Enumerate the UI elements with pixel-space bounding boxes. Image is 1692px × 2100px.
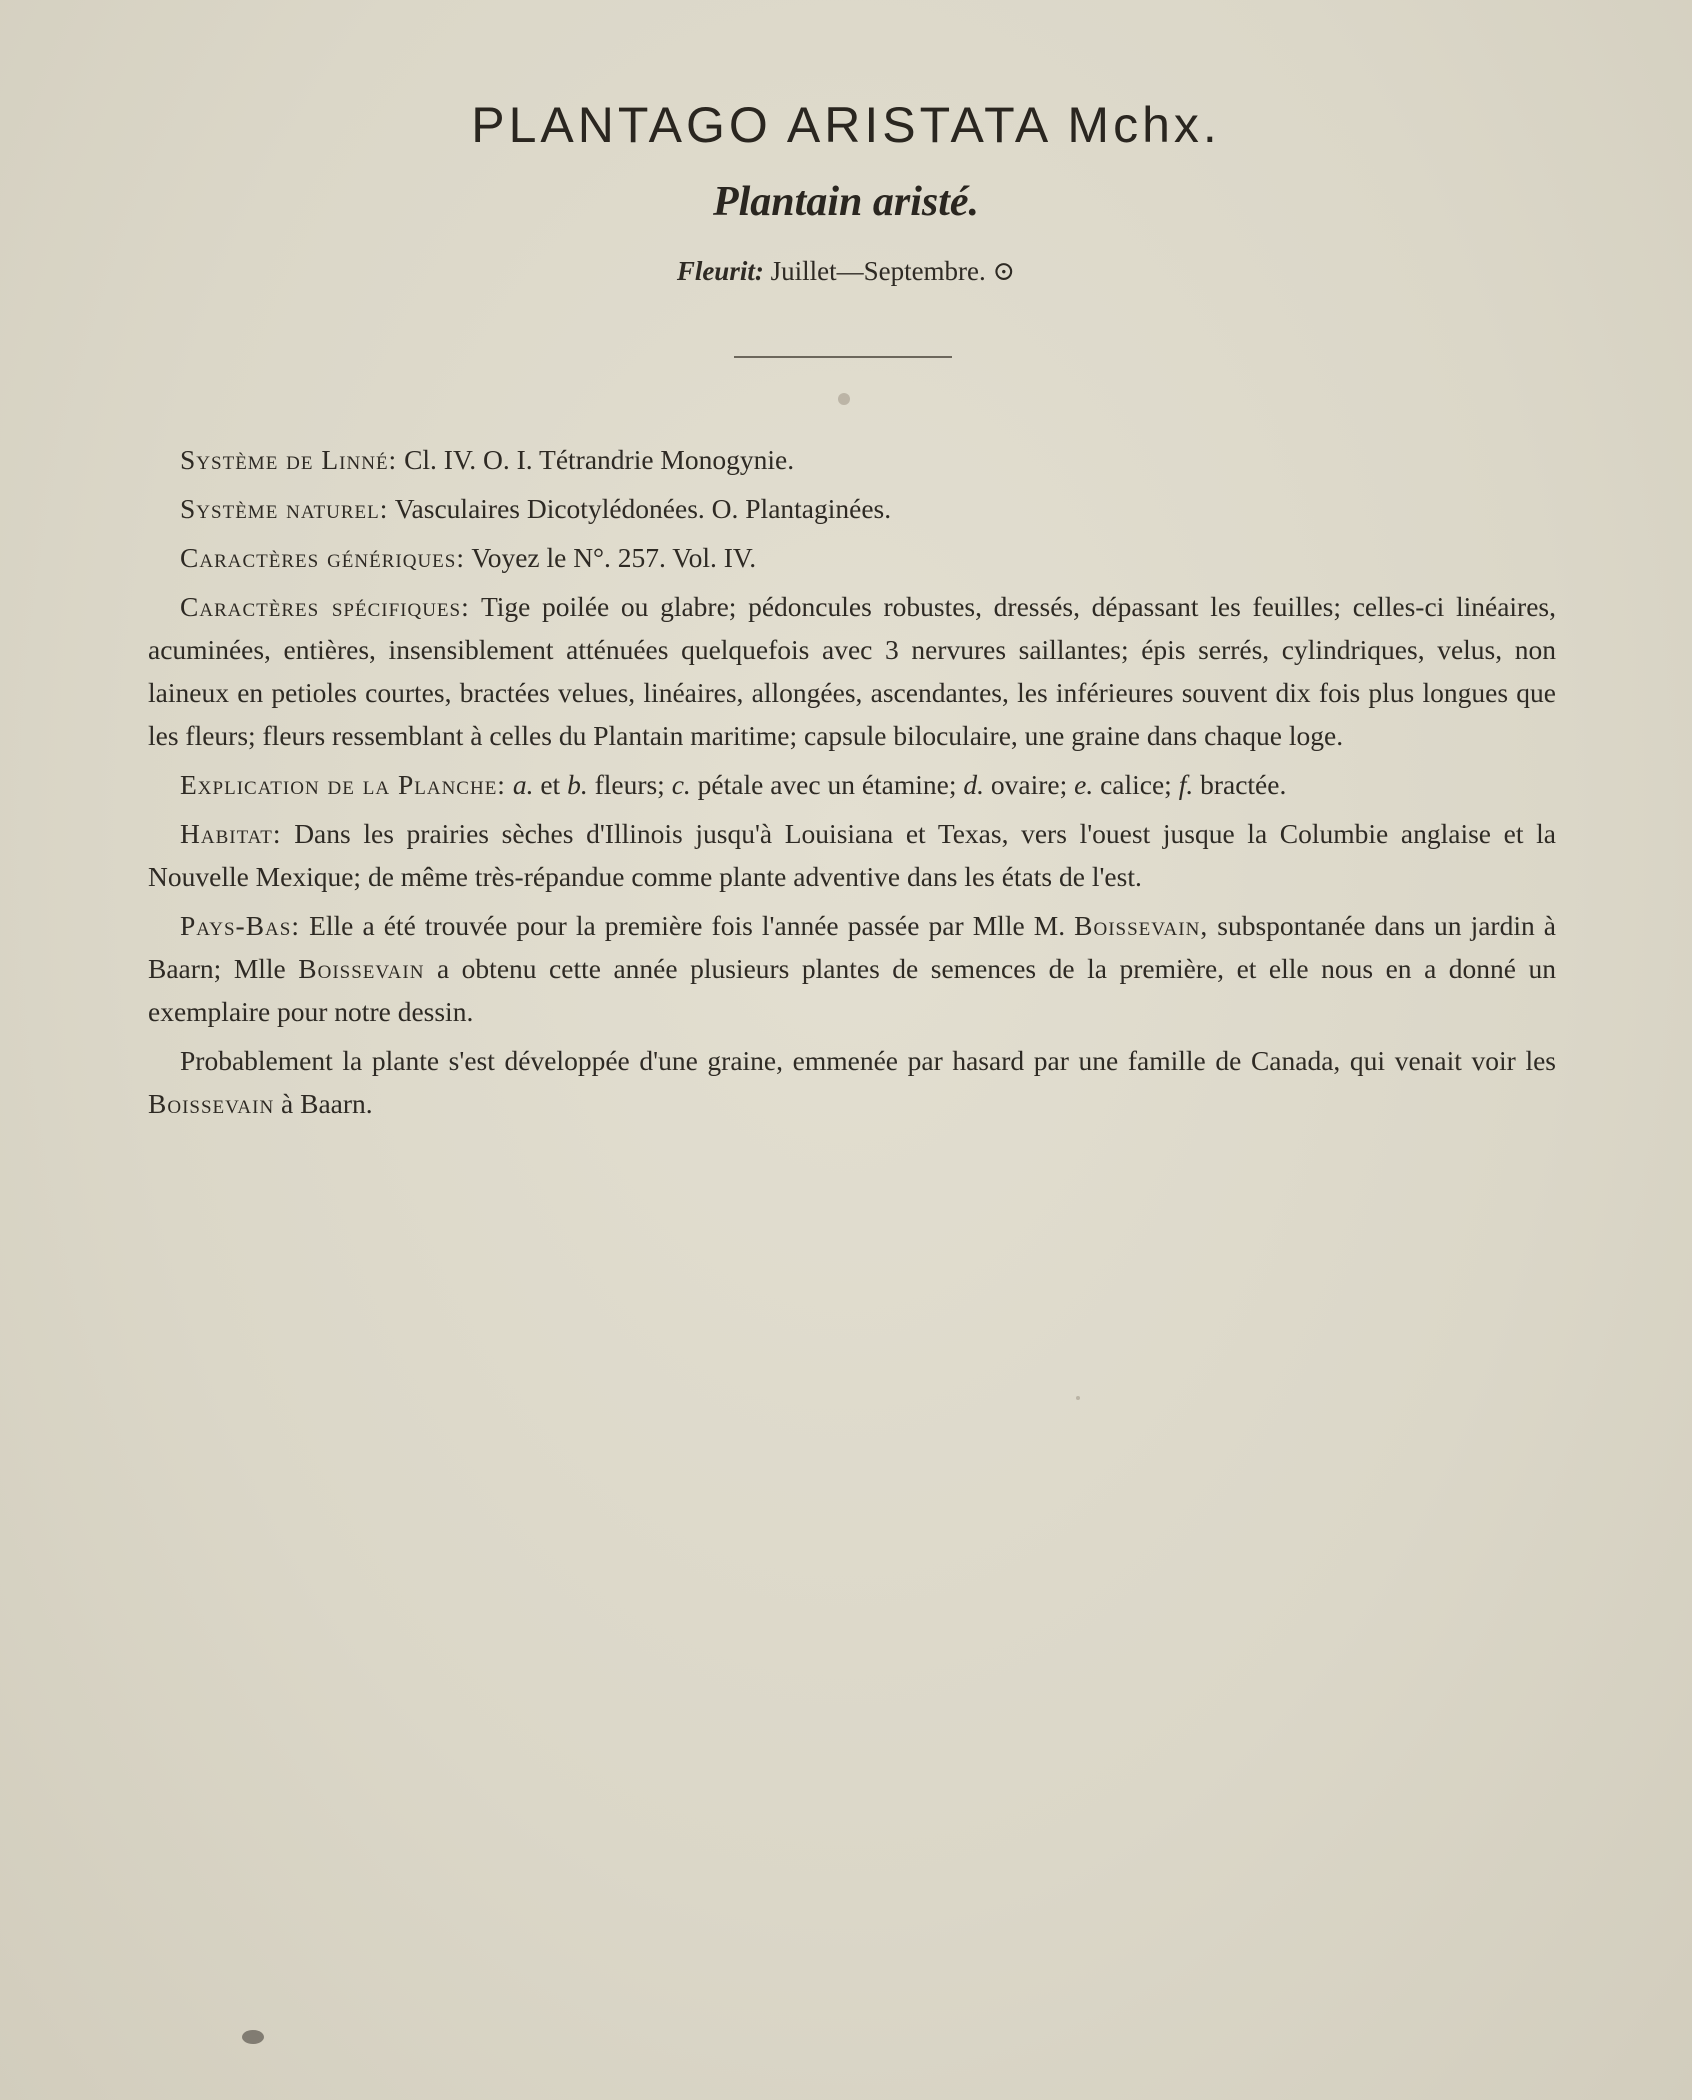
flowering-value: Juillet—Septembre. ⊙ — [770, 256, 1016, 286]
section-label: Habitat: — [180, 818, 282, 849]
section-probablement — [148, 1039, 1556, 1125]
section-text: à Baarn. — [281, 1088, 373, 1119]
plate-text: calice; — [1100, 769, 1172, 800]
plate-text: pétale avec un étamine; — [697, 769, 957, 800]
paper-speck — [1076, 1396, 1080, 1400]
plate-letter: f. — [1178, 769, 1194, 800]
section-label: Système de Linné: — [180, 444, 398, 475]
section-label: Caractères spécifiques: — [180, 591, 470, 622]
section-text: Dans les prairies sèches d'Illinois jusqu'à Louisiana et Texas, vers l'ouest jusque la Columbie anglaise et la Nouvelle Mexique; de même très-répandue comme plante adventive dans les états de l'est. — [148, 818, 1557, 892]
plate-letter: e. — [1074, 769, 1094, 800]
section-text: Vasculaires Dicotylédonées. O. Plantaginées. — [394, 493, 892, 524]
section-explication — [148, 763, 1556, 806]
section-naturel — [148, 487, 1556, 530]
plate-text: ovaire; — [990, 769, 1068, 800]
section-generiques — [148, 536, 1556, 579]
section-text: a obtenu cette année plusieurs plantes de semences de la première, et elle nous en a donné un exemplaire pour notre dessin. — [148, 953, 1556, 1027]
plate-text: et — [540, 769, 561, 800]
plate-letter: c. — [671, 769, 691, 800]
plate-letter: a. — [512, 769, 534, 800]
plate-text: bractée. — [1200, 769, 1287, 800]
section-text: Tige poilée ou glabre; pédoncules robustes, dressés, dépassant les feuilles; celles-ci linéaires, acuminées, entières, insensiblement atténuées quelquefois avec 3 nervures saillantes; épis serrés, cylindriques, velus, non laineux en petioles courtes, bractées velues, linéaires, allongées, ascendantes, les inférieures souvent dix fois plus longues que les fleurs; fleurs ressemblant à celles du Plantain maritime; capsule biloculaire, une graine dans chaque loge. — [148, 591, 1556, 751]
section-label: Explication de la Planche: — [180, 769, 506, 800]
section-habitat — [148, 812, 1556, 898]
section-text: Probablement la plante s'est développée d'une graine, emmenée par hasard par une famille de Canada, qui venait voir les — [180, 1045, 1556, 1076]
person-name: Boissevain — [298, 953, 425, 984]
page-title: PLANTAGO ARISTATA Mchx. — [471, 97, 1221, 153]
title-divider — [734, 356, 952, 358]
section-text: Elle a été trouvée pour la première fois l'année passée par Mlle M. — [309, 910, 1066, 941]
section-label: Système naturel: — [180, 493, 389, 524]
person-name: Boissevain, — [1074, 910, 1209, 941]
section-text: subspontanée dans un jardin à Baarn; Mlle — [148, 910, 1557, 984]
plate-letter: b. — [567, 769, 588, 800]
description-body — [148, 438, 1556, 1131]
flowering-label: Fleurit: — [676, 256, 764, 286]
section-text: Cl. IV. O. I. Tétrandrie Monogynie. — [404, 444, 795, 475]
section-pays-bas — [148, 904, 1556, 1033]
paper-speck — [838, 393, 850, 405]
paper-speck — [242, 2030, 264, 2044]
section-specifiques — [148, 585, 1556, 757]
common-name: Plantain aristé. — [712, 179, 980, 225]
plate-letter: d. — [963, 769, 984, 800]
section-text: Voyez le N°. 257. Vol. IV. — [471, 542, 757, 573]
section-label: Pays-Bas: — [180, 910, 300, 941]
plate-text: fleurs; — [594, 769, 665, 800]
section-linne — [148, 438, 1556, 481]
flowering-line — [0, 256, 1692, 287]
section-label: Caractères génériques: — [180, 542, 465, 573]
person-name: Boissevain — [148, 1088, 275, 1119]
